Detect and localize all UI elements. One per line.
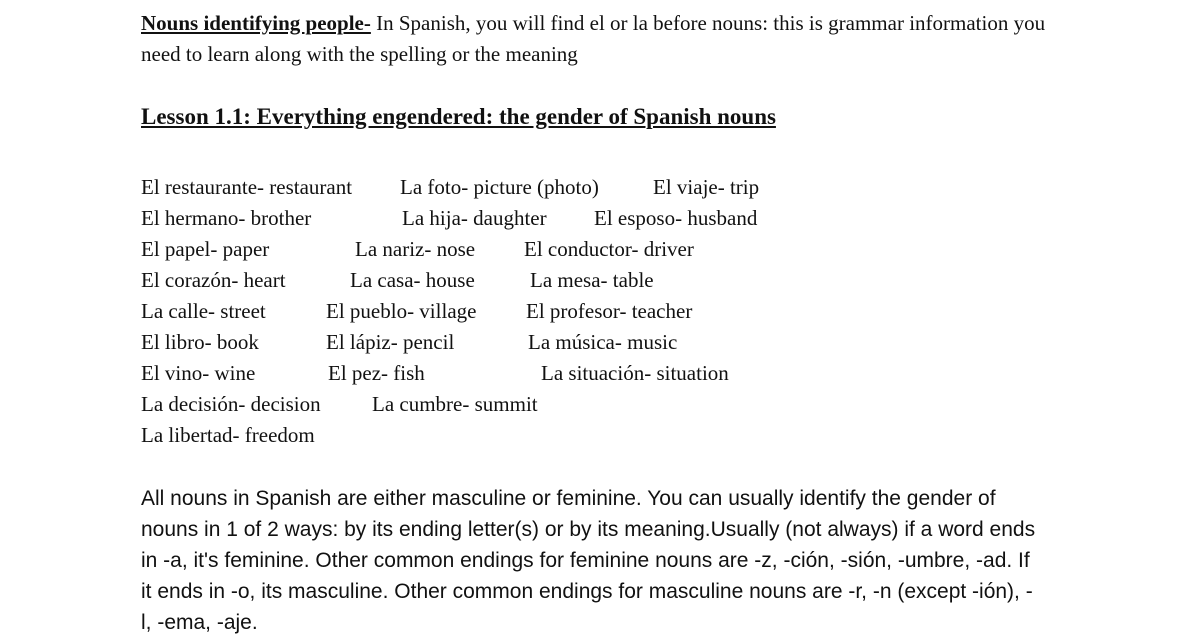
vocab-row — [141, 234, 1061, 265]
document-page — [141, 8, 1061, 451]
vocab-item: El conductor- driver — [524, 237, 694, 261]
vocab-item: La música- music — [528, 330, 678, 354]
vocab-item: La hija- daughter — [402, 206, 547, 230]
vocab-item: El esposo- husband — [594, 206, 758, 230]
vocab-item: El profesor- teacher — [526, 299, 693, 323]
vocab-item: El papel- paper — [141, 237, 270, 261]
vocab-item: La nariz- nose — [355, 237, 476, 261]
vocab-item: La casa- house — [350, 268, 475, 292]
vocab-item: El lápiz- pencil — [326, 330, 455, 354]
intro-lead: Nouns identifying people- — [141, 11, 371, 35]
vocab-item: La libertad- freedom — [141, 423, 315, 447]
vocab-row — [141, 420, 1061, 451]
gender-rules-paragraph: All nouns in Spanish are either masculine or feminine. You can usually identify the gender of nouns in 1 of 2 ways: by its ending letter(s) or by its meaning.Usually (not always) if a word ends in -a, it's feminine. Other common endings for feminine nouns are -z, -ción, -sión, -umbre, -ad. If it ends in -o, its masculine. Other common endings for masculine nouns are -r, -n (except -ión), -l, -ema, -aje. — [141, 487, 1036, 634]
vocab-row — [141, 265, 1061, 296]
vocab-item: El hermano- brother — [141, 206, 312, 230]
intro-paragraph — [141, 8, 1061, 70]
vocab-row — [141, 172, 1061, 203]
vocab-item: El pez- fish — [328, 361, 425, 385]
vocab-item: La situación- situation — [541, 361, 729, 385]
vocab-row — [141, 203, 1061, 234]
vocab-item: La foto- picture (photo) — [400, 175, 599, 199]
vocab-item: El restaurante- restaurant — [141, 175, 353, 199]
vocab-item: El pueblo- village — [326, 299, 477, 323]
vocab-item: La calle- street — [141, 299, 266, 323]
vocab-item: El corazón- heart — [141, 268, 286, 292]
vocab-row — [141, 296, 1061, 327]
vocab-row — [141, 389, 1061, 420]
vocab-item: La cumbre- summit — [372, 392, 538, 416]
vocab-item: El viaje- trip — [653, 175, 760, 199]
vocab-row — [141, 327, 1061, 358]
vocab-item: El libro- book — [141, 330, 259, 354]
vocab-list — [141, 172, 1061, 451]
intro-text: In Spanish, you will find el or la before nouns: this is grammar information you need to learn along with the spelling or the meaning — [141, 11, 1046, 66]
vocab-row — [141, 358, 1061, 389]
lesson-title: Lesson 1.1: Everything engendered: the gender of Spanish nouns — [141, 104, 776, 129]
vocab-item: La mesa- table — [530, 268, 654, 292]
vocab-item: El vino- wine — [141, 361, 256, 385]
vocab-item: La decisión- decision — [141, 392, 321, 416]
